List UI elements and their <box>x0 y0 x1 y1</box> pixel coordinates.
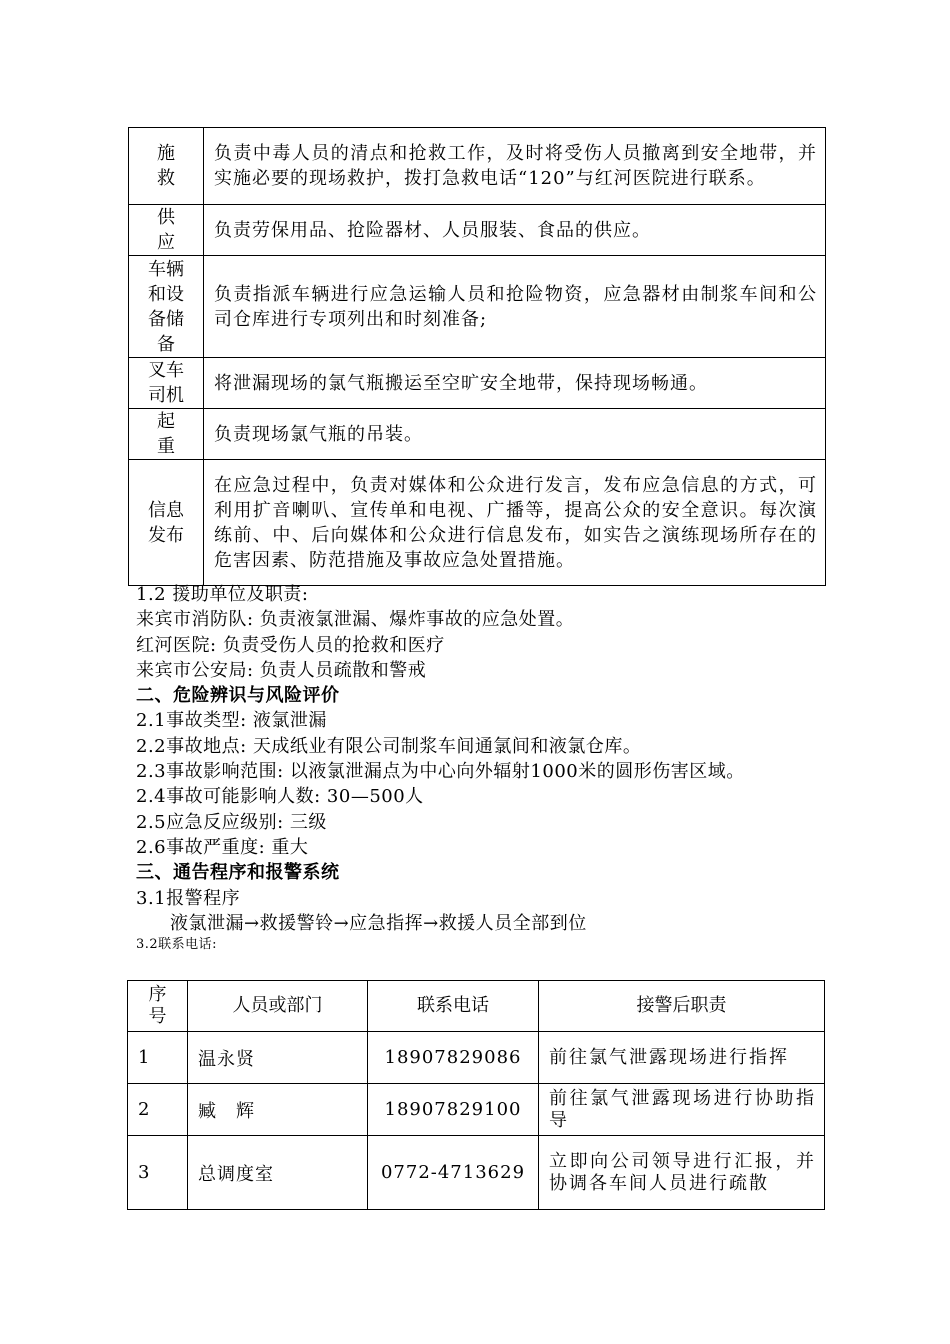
paragraph: 红河医院: 负责受伤人员的抢救和医疗 <box>136 634 445 656</box>
cell-name: 臧 辉 <box>188 1084 368 1136</box>
paragraph: 2.3事故影响范围: 以液氯泄漏点为中心向外辐射1000米的圆形伤害区域。 <box>136 761 745 783</box>
role-line: 备 <box>157 333 175 355</box>
role-line: 供 <box>157 207 175 228</box>
cell-seq: 2 <box>128 1084 188 1136</box>
header-seq-line: 号 <box>148 1006 167 1027</box>
paragraph: 来宾市消防队: 负责液氯泄漏、爆炸事故的应急处置。 <box>136 609 575 631</box>
role-line: 叉车 <box>148 360 184 381</box>
header-name: 人员或部门 <box>188 981 368 1032</box>
role-cell <box>129 256 204 358</box>
alarm-flow: 液氯泄漏→救援警铃→应急指挥→救援人员全部到位 <box>170 912 587 934</box>
table-row <box>129 409 826 460</box>
cell-seq: 1 <box>128 1032 188 1084</box>
header-seq-line: 序 <box>148 984 167 1005</box>
paragraph: 2.5应急反应级别: 三级 <box>136 811 327 833</box>
duty-table <box>128 127 826 586</box>
table-row <box>128 1136 825 1210</box>
paragraph: 2.2事故地点: 天成纸业有限公司制浆车间通氯间和液氯仓库。 <box>136 735 642 757</box>
role-line: 应 <box>157 232 175 253</box>
role-cell <box>129 128 204 205</box>
document-body <box>136 582 826 954</box>
cell-duty: 前往氯气泄露现场进行指挥 <box>539 1032 825 1084</box>
section-heading: 1.2 援助单位及职责: <box>136 584 309 605</box>
role-cell <box>129 460 204 586</box>
role-line: 施 <box>157 143 175 164</box>
paragraph: 来宾市公安局: 负责人员疏散和警戒 <box>136 659 427 681</box>
cell-duty: 前往氯气泄露现场进行协助指导 <box>539 1084 825 1136</box>
sub-heading: 3.1报警程序 <box>136 887 241 909</box>
header-duty: 接警后职责 <box>539 981 825 1032</box>
role-line: 起 <box>157 411 175 432</box>
role-cell <box>129 409 204 460</box>
header-seq <box>128 981 188 1032</box>
cell-phone: 18907829086 <box>368 1032 539 1084</box>
duty-description: 负责现场氯气瓶的吊装。 <box>204 409 826 460</box>
paragraph: 2.4事故可能影响人数: 30—500人 <box>136 786 424 808</box>
duty-description: 负责指派车辆进行应急运输人员和抢险物资，应急器材由制浆车间和公司仓库进行专项列出和时刻准备; <box>204 256 826 358</box>
role-line: 备储 <box>148 308 184 330</box>
role-cell <box>129 358 204 409</box>
contacts-caption: 3.2联系电话: <box>136 937 218 953</box>
cell-phone: 0772-4713629 <box>368 1136 539 1210</box>
cell-duty: 立即向公司领导进行汇报，并协调各车间人员进行疏散 <box>539 1136 825 1210</box>
duty-description: 负责中毒人员的清点和抢救工作，及时将受伤人员撤离到安全地带，并实施必要的现场救护，拨打急救电话“120”与红河医院进行联系。 <box>204 128 826 205</box>
role-cell <box>129 205 204 256</box>
contacts-table <box>127 980 825 1210</box>
paragraph: 2.6事故严重度: 重大 <box>136 836 309 858</box>
cell-name: 温永贤 <box>188 1032 368 1084</box>
section-heading: 二、危险辨识与风险评价 <box>136 685 340 707</box>
table-header-row <box>128 981 825 1032</box>
role-line: 车辆 <box>148 258 184 280</box>
section-heading: 三、通告程序和报警系统 <box>136 862 340 884</box>
paragraph: 2.1事故类型: 液氯泄漏 <box>136 710 327 732</box>
table-row <box>128 1032 825 1084</box>
duty-description: 将泄漏现场的氯气瓶搬运至空旷安全地带，保持现场畅通。 <box>204 358 826 409</box>
role-line: 司机 <box>148 385 184 406</box>
table-row <box>129 358 826 409</box>
cell-seq: 3 <box>128 1136 188 1210</box>
role-line: 重 <box>157 436 175 457</box>
table-row <box>129 256 826 358</box>
role-line: 和设 <box>148 283 184 305</box>
table-row <box>129 128 826 205</box>
role-line: 发布 <box>148 524 184 546</box>
table-row <box>129 205 826 256</box>
table-row <box>129 460 826 586</box>
role-line: 救 <box>157 168 175 189</box>
duty-description: 负责劳保用品、抢险器材、人员服装、食品的供应。 <box>204 205 826 256</box>
header-phone: 联系电话 <box>368 981 539 1032</box>
role-line: 信息 <box>148 499 184 521</box>
table-row <box>128 1084 825 1136</box>
duty-description: 在应急过程中，负责对媒体和公众进行发言，发布应急信息的方式，可利用扩音喇叭、宣传单和电视、广播等，提高公众的安全意识。每次演练前、中、后向媒体和公众进行信息发布，如实告之演练现场所存在的危害因素、防范措施及事故应急处置措施。 <box>204 460 826 586</box>
cell-phone: 18907829100 <box>368 1084 539 1136</box>
cell-name: 总调度室 <box>188 1136 368 1210</box>
